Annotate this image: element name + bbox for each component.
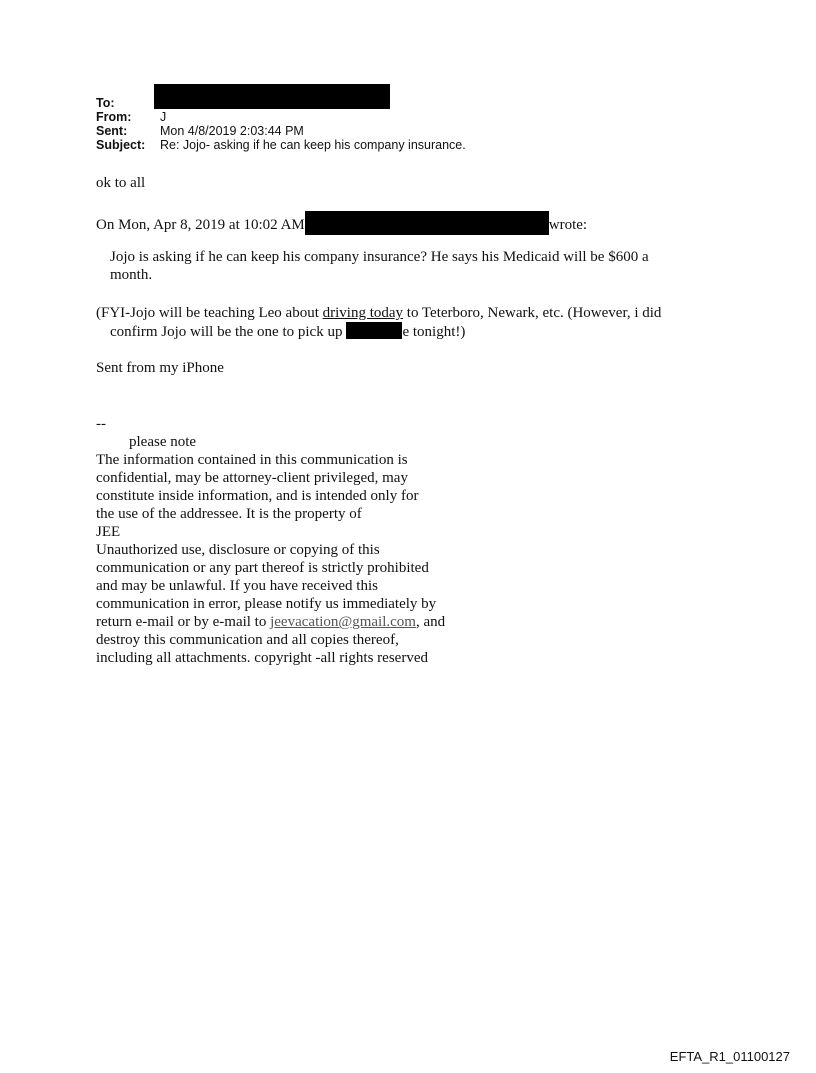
to-label: To: xyxy=(96,96,115,110)
name-redaction xyxy=(346,322,402,339)
disclaimer-line: Unauthorized use, disclosure or copying of this xyxy=(96,542,380,558)
from-row xyxy=(96,110,466,124)
fyi-line-2 xyxy=(96,322,716,341)
disclaimer-line: destroy this communication and all copies thereof, xyxy=(96,632,399,648)
disclaimer-line: JEE xyxy=(96,524,121,540)
disclaimer-line: including all attachments. copyright -all rights reserved xyxy=(96,650,428,666)
document-id: EFTA_R1_01100127 xyxy=(669,1049,790,1064)
quote-intro-prefix: On Mon, Apr 8, 2019 at 10:02 AM xyxy=(96,217,305,233)
disclaimer-line: confidential, may be attorney-client privileged, may xyxy=(96,470,408,486)
quote-line-1: Jojo is asking if he can keep his company insurance? He says his Medicaid will be $600 a xyxy=(110,249,649,265)
disclaimer-email-line xyxy=(96,613,476,631)
fyi-line-1-start: (FYI-Jojo will be teaching Leo about xyxy=(96,305,323,321)
sent-label: Sent: xyxy=(96,124,128,138)
subject-row xyxy=(96,138,466,152)
email-link[interactable]: jeevacation@gmail.com xyxy=(270,614,416,630)
quote-line-2: month. xyxy=(110,267,153,283)
sent-row xyxy=(96,124,466,138)
fyi-line-2-start: confirm Jojo will be the one to pick up xyxy=(110,324,343,340)
quote-intro-suffix: wrote: xyxy=(548,217,588,233)
fyi-paragraph xyxy=(96,304,716,341)
disclaimer-line: constitute inside information, and is intended only for xyxy=(96,488,419,504)
fyi-underlined-text: driving today xyxy=(322,305,404,321)
quoted-message xyxy=(110,248,710,284)
disclaimer-line: and may be unlawful. If you have received this xyxy=(96,578,378,594)
reply-text: ok to all xyxy=(96,175,146,191)
separator: -- xyxy=(96,416,106,432)
quote-intro xyxy=(96,211,587,235)
from-value: J xyxy=(160,110,167,124)
sender-redaction xyxy=(305,211,549,235)
disclaimer-line: communication or any part thereof is strictly prohibited xyxy=(96,560,429,576)
sent-value: Mon 4/8/2019 2:03:44 PM xyxy=(160,124,304,138)
email-line-prefix: return e-mail or by e-mail to xyxy=(96,614,271,630)
fyi-line-1 xyxy=(96,304,716,322)
please-note: please note xyxy=(129,434,197,450)
fyi-line-1-end: to Teterboro, Newark, etc. (However, i did xyxy=(403,305,662,321)
disclaimer-line: communication in error, please notify us immediately by xyxy=(96,596,437,612)
legal-disclaimer xyxy=(96,415,476,667)
email-line-suffix: , and xyxy=(415,614,446,630)
from-label: From: xyxy=(96,110,132,124)
disclaimer-line: the use of the addressee. It is the property of xyxy=(96,506,362,522)
subject-value: Re: Jojo- asking if he can keep his company insurance. xyxy=(160,138,466,152)
email-header xyxy=(96,96,466,152)
subject-label: Subject: xyxy=(96,138,146,152)
fyi-line-2-end: e tonight!) xyxy=(402,324,466,340)
to-row xyxy=(96,96,466,110)
disclaimer-line: The information contained in this communication is xyxy=(96,452,408,468)
iphone-signature: Sent from my iPhone xyxy=(96,360,224,376)
